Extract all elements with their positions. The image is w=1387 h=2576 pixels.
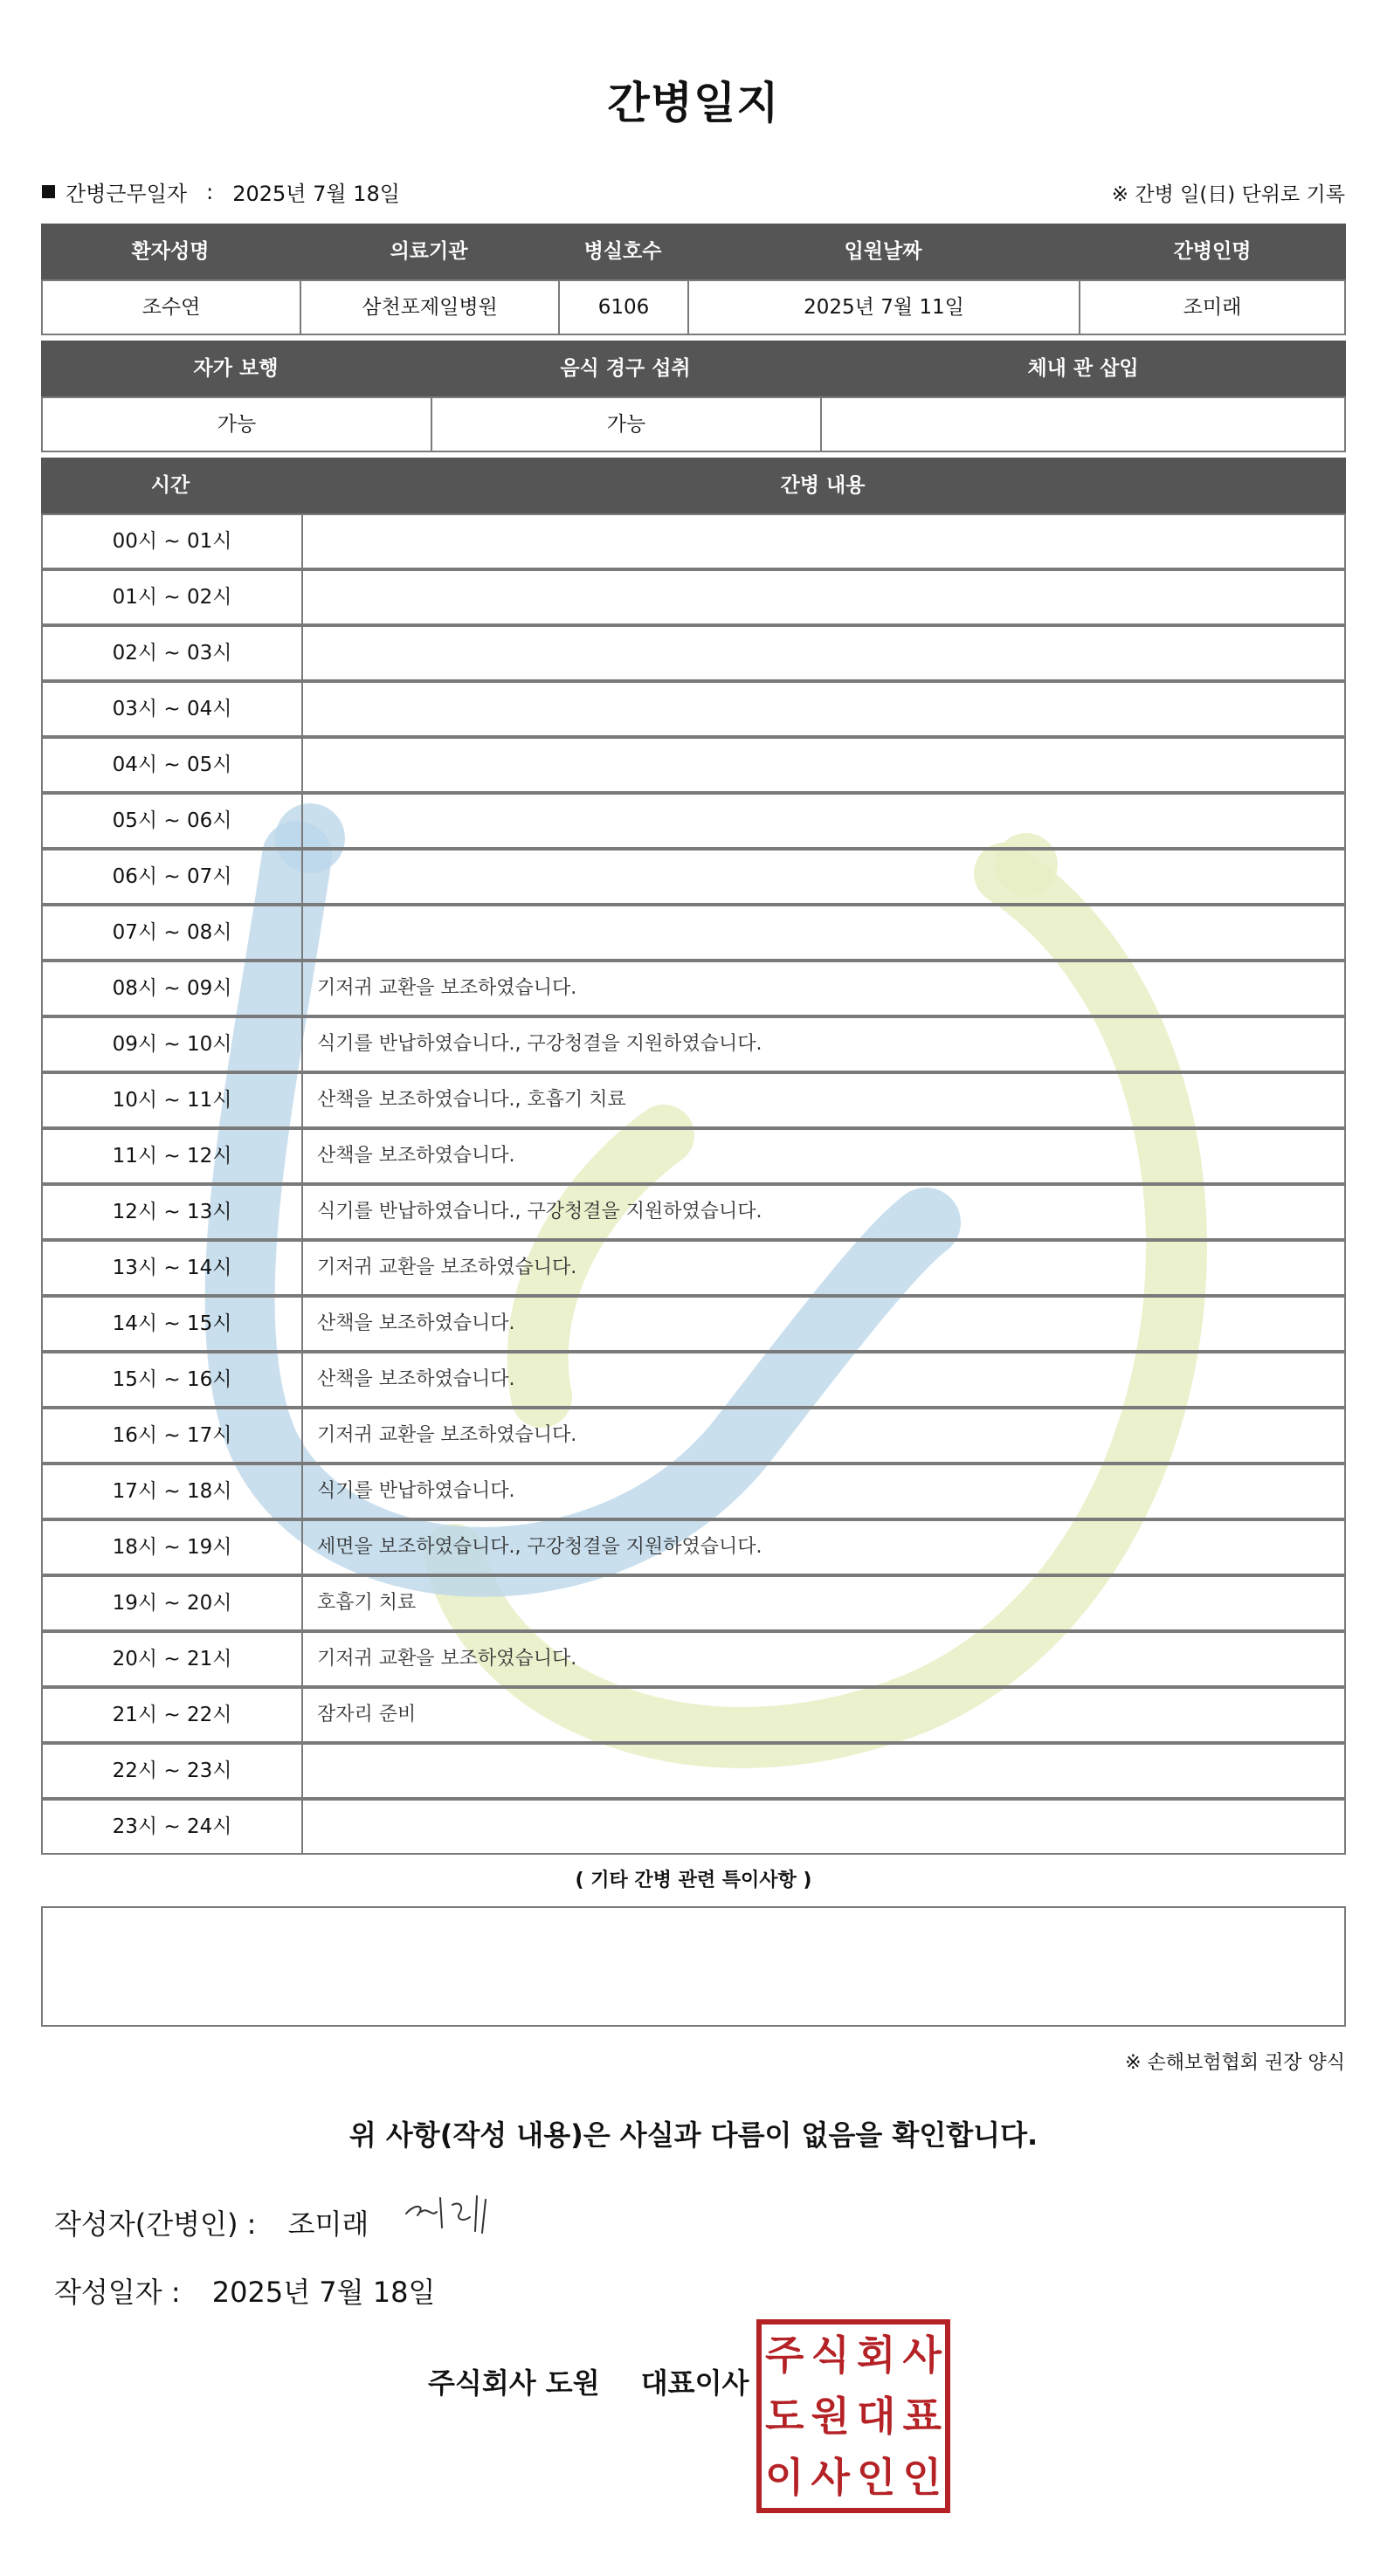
- log-content: 식기를 반납하였습니다., 구강청결을 지원하였습니다.: [301, 1016, 1346, 1072]
- walking-status: 가능: [41, 396, 432, 452]
- seal-char: 원: [811, 2393, 850, 2440]
- notes-box: [41, 1906, 1346, 2027]
- log-time: 05시 ~ 06시: [41, 793, 303, 849]
- log-content: [301, 1799, 1346, 1855]
- log-row: [41, 1408, 1346, 1464]
- log-content: [301, 905, 1346, 961]
- log-row: [41, 737, 1346, 793]
- header-caregiver: 간병인명: [1173, 240, 1252, 263]
- log-content: 산책을 보조하였습니다.: [301, 1352, 1346, 1408]
- log-row: [41, 513, 1346, 569]
- seal-char: 회: [857, 2331, 896, 2379]
- log-content: 식기를 반납하였습니다., 구강청결을 지원하였습니다.: [301, 1184, 1346, 1240]
- header-walking: 자가 보행: [193, 357, 279, 380]
- log-content: 산책을 보조하였습니다.: [301, 1296, 1346, 1352]
- tube-insertion-status: [820, 396, 1346, 452]
- patient-header-row: [41, 224, 1346, 279]
- seal-char: 인: [902, 2454, 942, 2501]
- seal-char: 인: [857, 2454, 896, 2501]
- seal-char: 이: [765, 2454, 804, 2501]
- admission-date: 2025년 7월 11일: [687, 279, 1080, 335]
- log-row: [41, 1072, 1346, 1128]
- work-date-line: [42, 176, 400, 207]
- log-time: 10시 ~ 11시: [41, 1072, 303, 1128]
- form-note: ※ 손해보험협회 권장 양식: [1125, 2052, 1345, 2074]
- log-row: [41, 1296, 1346, 1352]
- log-row: [41, 1743, 1346, 1799]
- room-number: 6106: [558, 279, 689, 335]
- oral-intake-status: 가능: [431, 396, 822, 452]
- log-row: [41, 1352, 1346, 1408]
- log-time: 18시 ~ 19시: [41, 1519, 303, 1575]
- log-time: 23시 ~ 24시: [41, 1799, 303, 1855]
- caregiver-name: 조미래: [1079, 279, 1346, 335]
- header-room: 병실호수: [583, 240, 662, 263]
- confirmation-statement: 위 사항(작성 내용)은 사실과 다름이 없음을 확인합니다.: [348, 2118, 1039, 2152]
- header-time: 시간: [150, 474, 190, 497]
- log-row: [41, 1631, 1346, 1687]
- log-row: [41, 1575, 1346, 1631]
- log-time: 08시 ~ 09시: [41, 961, 303, 1016]
- hospital-name: 삼천포제일병원: [300, 279, 560, 335]
- log-content: [301, 569, 1346, 625]
- company-line: [428, 2361, 749, 2401]
- log-content: 산책을 보조하였습니다.: [301, 1128, 1346, 1184]
- unit-note: ※ 간병 일(日) 단위로 기록: [1111, 183, 1345, 206]
- log-content: [301, 625, 1346, 681]
- log-time: 13시 ~ 14시: [41, 1240, 303, 1296]
- seal-char: 사: [902, 2331, 942, 2379]
- seal-char: 대: [857, 2393, 896, 2440]
- log-row: [41, 1519, 1346, 1575]
- log-row: [41, 1799, 1346, 1855]
- log-time: 20시 ~ 21시: [41, 1631, 303, 1687]
- representative-title: 대표이사: [640, 2366, 749, 2400]
- log-row: [41, 849, 1346, 905]
- log-time: 15시 ~ 16시: [41, 1352, 303, 1408]
- write-date-value: 2025년 7월 18일: [211, 2276, 436, 2309]
- log-row: [41, 1240, 1346, 1296]
- header-tube-insertion: 체내 관 삽입: [1027, 357, 1139, 380]
- company-name: 주식회사 도원: [428, 2366, 600, 2400]
- log-row: [41, 681, 1346, 737]
- work-date-value: 2025년 7월 18일: [232, 182, 400, 206]
- log-time: 01시 ~ 02시: [41, 569, 303, 625]
- work-date-label: 간병근무일자: [66, 182, 188, 206]
- log-time: 00시 ~ 01시: [41, 513, 303, 569]
- header-admission-date: 입원날짜: [844, 240, 922, 263]
- log-time: 06시 ~ 07시: [41, 849, 303, 905]
- log-content: [301, 513, 1346, 569]
- log-content: [301, 793, 1346, 849]
- log-row: [41, 625, 1346, 681]
- log-row: [41, 1687, 1346, 1743]
- log-content: 호흡기 치료: [301, 1575, 1346, 1631]
- patient-value-row: [41, 279, 1346, 334]
- seal-char: 주: [765, 2331, 804, 2379]
- log-row: [41, 905, 1346, 961]
- header-hospital: 의료기관: [390, 240, 468, 263]
- seal-char: 식: [811, 2331, 850, 2379]
- log-row: [41, 1464, 1346, 1519]
- log-row: [41, 1184, 1346, 1240]
- log-content: 산책을 보조하였습니다., 호흡기 치료: [301, 1072, 1346, 1128]
- log-content: 잠자리 준비: [301, 1687, 1346, 1743]
- log-row: [41, 569, 1346, 625]
- log-content: [301, 1743, 1346, 1799]
- header-patient-name: 환자성명: [131, 240, 210, 263]
- log-content: [301, 681, 1346, 737]
- work-date-separator: :: [206, 179, 214, 204]
- log-content: 식기를 반납하였습니다.: [301, 1464, 1346, 1519]
- log-content: 세면을 보조하였습니다., 구강청결을 지원하였습니다.: [301, 1519, 1346, 1575]
- log-time: 21시 ~ 22시: [41, 1687, 303, 1743]
- header-oral-intake: 음식 경구 섭취: [560, 357, 691, 380]
- company-seal-stamp: [756, 2319, 950, 2513]
- log-content: [301, 849, 1346, 905]
- log-time: 09시 ~ 10시: [41, 1016, 303, 1072]
- log-content: 기저귀 교환을 보조하였습니다.: [301, 1240, 1346, 1296]
- patient-name: 조수연: [41, 279, 301, 335]
- log-time: 07시 ~ 08시: [41, 905, 303, 961]
- seal-char: 사: [811, 2454, 850, 2501]
- writer-name: 조미래: [287, 2208, 369, 2241]
- header-care-content: 간병 내용: [780, 474, 866, 497]
- log-row: [41, 961, 1346, 1016]
- log-row: [41, 1016, 1346, 1072]
- log-content: 기저귀 교환을 보조하였습니다.: [301, 1408, 1346, 1464]
- log-time: 03시 ~ 04시: [41, 681, 303, 737]
- log-time: 14시 ~ 15시: [41, 1296, 303, 1352]
- log-time: 12시 ~ 13시: [41, 1184, 303, 1240]
- log-time: 04시 ~ 05시: [41, 737, 303, 793]
- seal-char: 도: [765, 2393, 804, 2440]
- log-time: 22시 ~ 23시: [41, 1743, 303, 1799]
- log-content: 기저귀 교환을 보조하였습니다.: [301, 1631, 1346, 1687]
- writer-line: [54, 2202, 369, 2242]
- log-time: 11시 ~ 12시: [41, 1128, 303, 1184]
- notes-title: ( 기타 간병 관련 특이사항 ): [575, 1870, 812, 1891]
- seal-char: 표: [902, 2393, 942, 2440]
- status-value-row: [41, 396, 1346, 451]
- log-row: [41, 1128, 1346, 1184]
- page-title: 간병일지: [607, 78, 780, 128]
- writer-label: 작성자(간병인) :: [54, 2208, 257, 2241]
- log-time: 16시 ~ 17시: [41, 1408, 303, 1464]
- log-time: 17시 ~ 18시: [41, 1464, 303, 1519]
- write-date-line: [54, 2270, 435, 2311]
- log-content: 기저귀 교환을 보조하였습니다.: [301, 961, 1346, 1016]
- log-time: 02시 ~ 03시: [41, 625, 303, 681]
- write-date-label: 작성일자 :: [54, 2276, 181, 2309]
- log-row: [41, 793, 1346, 849]
- bullet-square-icon: [42, 185, 55, 198]
- handwritten-signature: [402, 2187, 533, 2240]
- log-header-row: [41, 458, 1346, 513]
- log-time: 19시 ~ 20시: [41, 1575, 303, 1631]
- log-content: [301, 737, 1346, 793]
- status-header-row: [41, 341, 1346, 396]
